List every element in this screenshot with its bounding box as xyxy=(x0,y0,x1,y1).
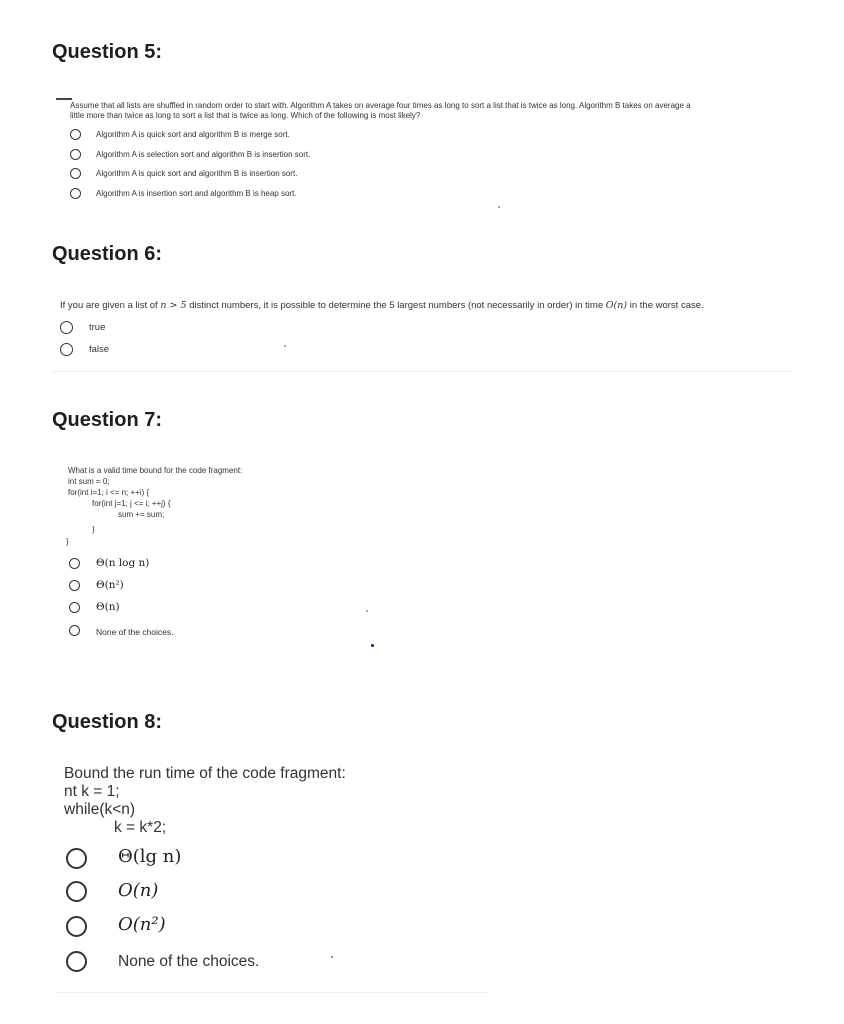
q5-option-4-label: Algorithm A is insertion sort and algorithm B is heap sort. xyxy=(96,189,297,198)
q8-option-3-radio[interactable] xyxy=(66,916,87,937)
q5-option-1-label: Algorithm A is quick sort and algorithm B is merge sort. xyxy=(96,130,290,139)
question-6-divider xyxy=(52,371,792,372)
q7-option-1-label: Θ(n log n) xyxy=(96,557,150,569)
q7-code-line: for(int j=1; j <= i; ++j) { xyxy=(92,499,171,508)
q7-code-line: } xyxy=(92,525,95,534)
q5-option-2-radio[interactable] xyxy=(70,149,81,160)
question-7-title: Question 7: xyxy=(52,409,163,431)
stray-dot xyxy=(331,956,333,958)
q7-option-3-radio[interactable] xyxy=(69,602,80,613)
q8-option-1-radio[interactable] xyxy=(66,848,87,869)
question-6-title: Question 6: xyxy=(52,243,163,265)
question-6-prompt-post: in the worst case. xyxy=(627,300,704,311)
q7-prompt: What is a valid time bound for the code fragment: xyxy=(68,466,243,475)
q8-option-1-label: Θ(lg n) xyxy=(118,846,182,867)
question-6-prompt-pre: If you are given a list of xyxy=(60,300,161,311)
q7-option-3-label: Θ(n) xyxy=(96,601,120,613)
question-6-prompt-mid: distinct numbers, it is possible to determine the 5 largest numbers (not necessarily in order) in time xyxy=(186,300,606,311)
stray-dot-blue xyxy=(371,644,374,647)
q7-option-2-radio[interactable] xyxy=(69,580,80,591)
q8-option-4-radio[interactable] xyxy=(66,951,87,972)
q7-option-1-radio[interactable] xyxy=(69,558,80,569)
q5-option-4-radio[interactable] xyxy=(70,188,81,199)
q7-code-line: int sum = 0; xyxy=(68,477,110,486)
q7-option-4-radio[interactable] xyxy=(69,625,80,636)
q8-code-line: while(k<n) xyxy=(64,801,136,818)
q5-option-3-radio[interactable] xyxy=(70,168,81,179)
question-5-prompt-line-1: Assume that all lists are shuffled in random order to start with. Algorithm A takes on average four times as long to sort a list that is twice as long. Algorithm B takes on average a xyxy=(70,101,691,110)
question-6-prompt-math-on: O(n) xyxy=(605,300,628,311)
q8-option-3-label: O(n²) xyxy=(118,914,166,935)
q7-option-2-label: Θ(n²) xyxy=(96,579,124,591)
q5-option-1-radio[interactable] xyxy=(70,129,81,140)
question-5-prompt-line-2: little more than twice as long to sort a list that is twice as long. Which of the following is most likely? xyxy=(70,111,421,120)
q7-code-line: } xyxy=(66,537,69,546)
q6-option-false-radio[interactable] xyxy=(60,343,73,356)
question-8-title: Question 8: xyxy=(52,711,163,733)
q8-code-line: nt k = 1; xyxy=(64,783,120,800)
q6-option-false-label: false xyxy=(89,344,110,355)
stray-dot xyxy=(366,610,368,612)
question-5-prompt xyxy=(70,101,810,121)
question-6-prompt xyxy=(60,300,704,311)
q6-option-true-label: true xyxy=(89,322,106,333)
q8-option-2-radio[interactable] xyxy=(66,881,87,902)
q8-prompt: Bound the run time of the code fragment: xyxy=(64,765,346,782)
q7-option-4-label: None of the choices. xyxy=(96,627,174,637)
q6-option-true-radio[interactable] xyxy=(60,321,73,334)
question-5-mark xyxy=(56,98,72,100)
q7-code-line: sum += sum; xyxy=(118,510,165,519)
stray-dot xyxy=(498,206,500,208)
question-5-title: Question 5: xyxy=(52,41,163,63)
question-6-prompt-math-n: n > 5 xyxy=(160,300,187,311)
q8-code-line: k = k*2; xyxy=(114,819,167,836)
question-8-divider xyxy=(56,992,488,993)
q5-option-3-label: Algorithm A is quick sort and algorithm B is insertion sort. xyxy=(96,169,298,178)
q7-code-line: for(int i=1; i <= n; ++i) { xyxy=(68,488,150,497)
stray-dot xyxy=(284,345,286,347)
q8-option-2-label: O(n) xyxy=(118,880,159,901)
q8-option-4-label: None of the choices. xyxy=(118,953,260,970)
q5-option-2-label: Algorithm A is selection sort and algorithm B is insertion sort. xyxy=(96,150,311,159)
